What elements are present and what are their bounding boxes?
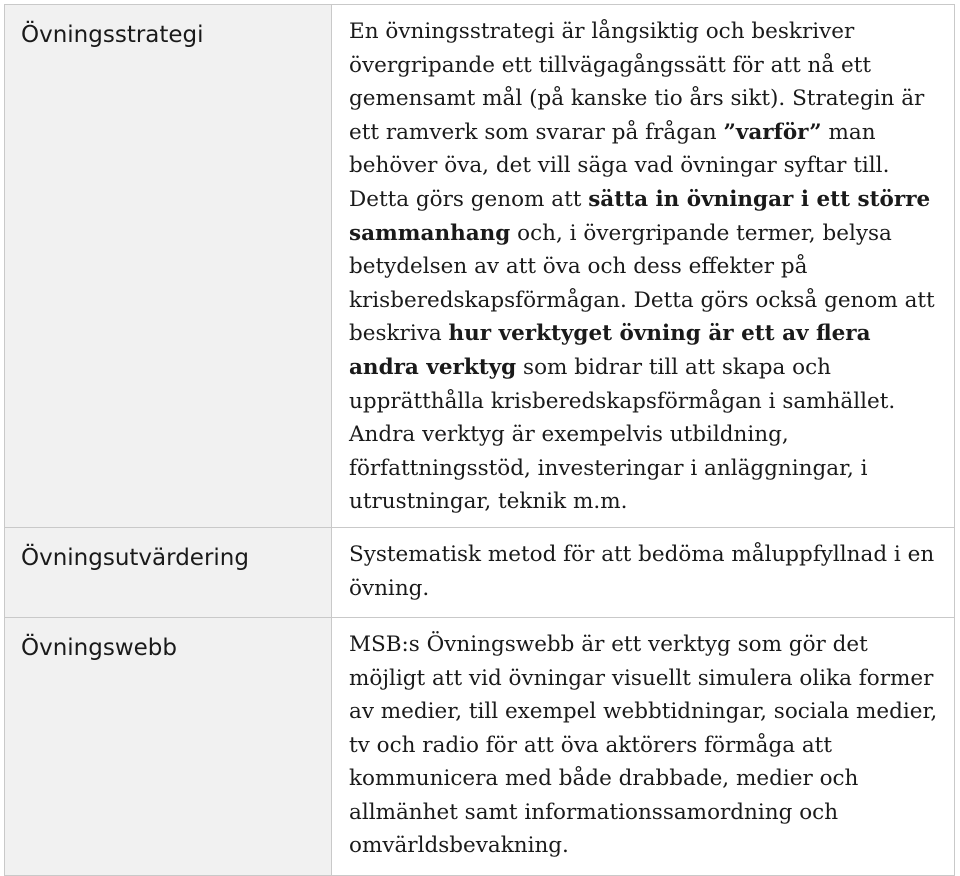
- definition-segment: som bidrar till att skapa och upprätthålla krisberedskapsförmågan i samhället. Andra verktyg är exempelvis utbildning, författningsstöd, investeringar i anläggningar, i utrustningar, teknik m.m.: [349, 354, 896, 515]
- definition-segment: MSB:s Övningswebb är ett verktyg som gör det möjligt att vid övningar visuellt simulera olika former av medier, till exempel webbtidningar, sociala medier, tv och radio för att öva aktörers förmåga att kommunicera med både drabbade, medier och allmänhet samt informationssamordning och omvärldsbevakning.: [349, 631, 938, 859]
- definition-emphasis: sätta in övningar i ett större sammanhang: [349, 186, 931, 246]
- term-label: Övningsstrategi: [21, 22, 204, 48]
- glossary-row: [5, 617, 955, 875]
- glossary-row: [5, 527, 955, 617]
- definition-emphasis: hur verktyget övning är ett av flera andra verktyg: [349, 321, 871, 380]
- term-cell: [5, 5, 332, 528]
- definition-segment: En övningsstrategi är långsiktig och beskriver övergripande ett tillvägagångssätt för att nå ett gemensamt mål (på kanske tio års sikt). Strategin är ett ramverk som svarar på frågan: [349, 19, 925, 145]
- definition-cell: [332, 527, 955, 617]
- term-label: Övningsutvärdering: [21, 544, 249, 571]
- definition-emphasis: ”varför”: [723, 119, 822, 145]
- glossary-table: [4, 4, 955, 876]
- definition-segment: Systematisk metod för att bedöma måluppfyllnad i en övning.: [349, 541, 935, 601]
- definition-segment: och, i övergripande termer, belysa betydelsen av att öva och dess effekter på krisberedskapsförmågan. Detta görs också genom att beskriva: [349, 220, 935, 347]
- definition-segment: man behöver öva, det vill säga vad övningar syftar till. Detta görs genom att: [349, 119, 890, 212]
- definition-text: [349, 628, 944, 863]
- definition-text: [349, 15, 944, 519]
- term-cell: [5, 617, 332, 875]
- definition-cell: [332, 5, 955, 528]
- definition-text: [349, 538, 944, 605]
- term-cell: [5, 527, 332, 617]
- glossary-row: [5, 5, 955, 528]
- term-label: Övningswebb: [21, 634, 178, 661]
- definition-cell: [332, 617, 955, 875]
